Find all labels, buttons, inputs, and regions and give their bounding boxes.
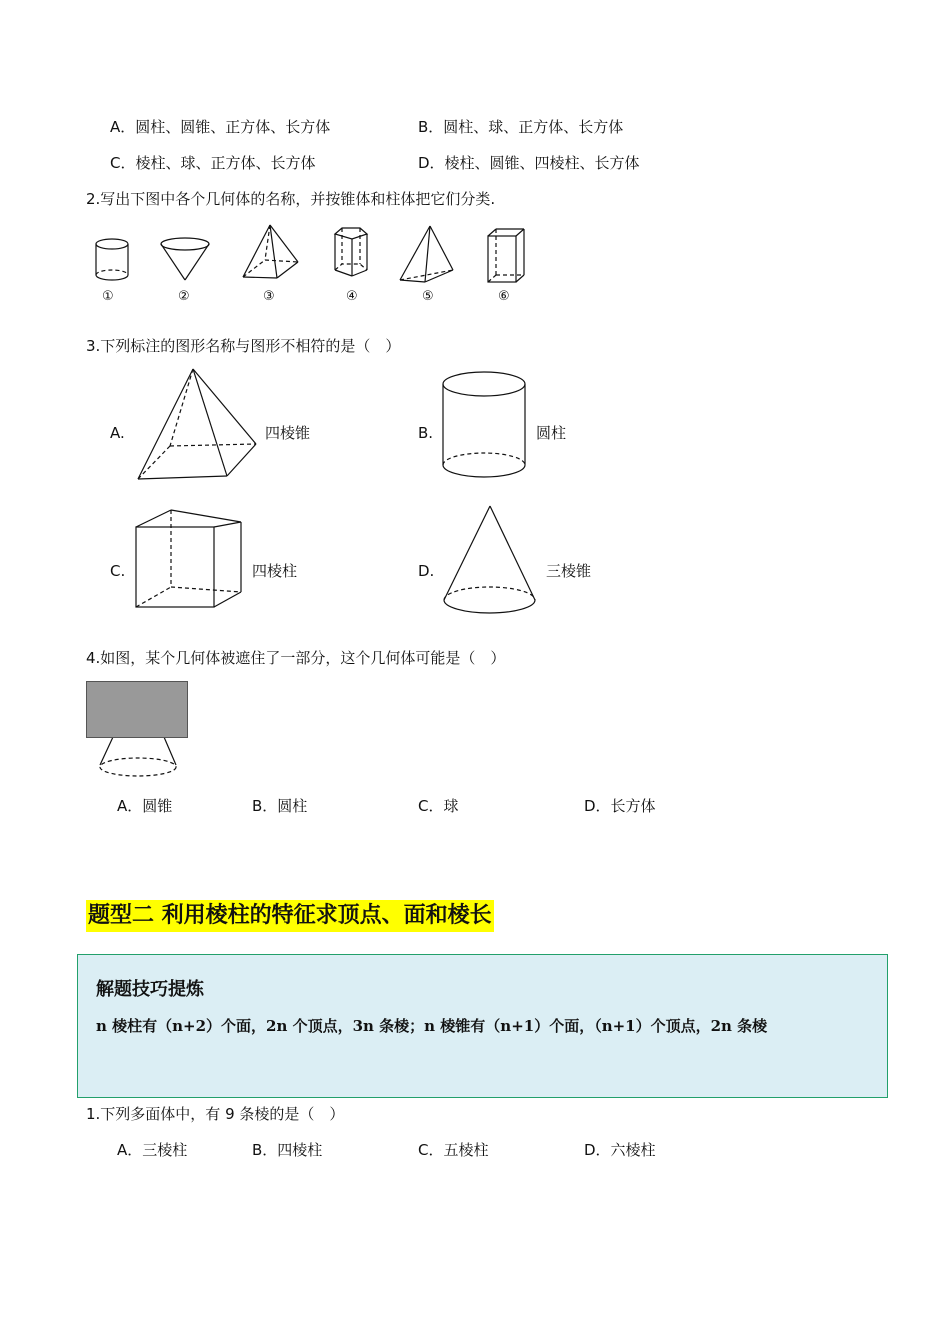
q3-option-a-letter: A. <box>110 424 125 442</box>
q3-cube-figure <box>133 507 245 611</box>
s2-q1-option-a: A．三棱柱 <box>117 1141 188 1159</box>
q4-option-d: D．长方体 <box>584 797 656 815</box>
q2-label-6: ⑥ <box>498 289 510 304</box>
q3-option-b-name: 圆柱 <box>536 424 567 442</box>
s2-q1-option-d: D．六棱柱 <box>584 1141 656 1159</box>
q1-option-a: A．圆柱、圆锥、正方体、长方体 <box>110 118 331 136</box>
rectangular-prism-figure <box>488 229 524 282</box>
q3-option-d-letter: D. <box>418 562 435 580</box>
q3-cone-figure <box>440 503 540 615</box>
s2-q1-option-c: C．五棱柱 <box>418 1141 489 1159</box>
cone-figure <box>161 238 209 280</box>
q4-cover-rectangle <box>86 681 188 738</box>
q3-option-d-name: 三棱锥 <box>546 562 592 580</box>
q3-pyramid-figure <box>130 362 270 487</box>
q3-option-c-name: 四棱柱 <box>252 562 298 580</box>
q2-question: 2.写出下图中各个几何体的名称，并按锥体和柱体把它们分类. <box>86 190 496 208</box>
q3-question: 3.下列标注的图形名称与图形不相符的是（ ） <box>86 337 401 355</box>
tip-title: 解题技巧提炼 <box>96 979 204 1000</box>
pentagonal-prism-figure <box>335 228 367 276</box>
q3-cylinder-figure <box>440 368 530 480</box>
s2-q1-question: 1.下列多面体中，有 9 条棱的是（ ） <box>86 1105 345 1123</box>
q3-option-c-letter: C. <box>110 562 126 580</box>
s2-q1-option-b: B．四棱柱 <box>252 1141 323 1159</box>
q4-option-b: B．圆柱 <box>252 797 308 815</box>
q4-option-a: A．圆锥 <box>117 797 173 815</box>
q3-option-b-letter: B. <box>418 424 434 442</box>
q2-solids-figure <box>80 220 540 310</box>
q4-option-c: C．球 <box>418 797 459 815</box>
q1-option-b: B．圆柱、球、正方体、长方体 <box>418 118 624 136</box>
section-heading: 题型二 利用棱柱的特征求顶点、面和棱长 <box>86 900 494 932</box>
triangular-pyramid-figure <box>400 226 453 282</box>
q2-label-3: ③ <box>263 289 275 304</box>
tip-text: n 棱柱有（n+2）个面，2n 个顶点，3n 条棱；n 棱锥有（n+1）个面，（n+1）个顶点，2n 条棱 <box>96 1017 768 1035</box>
q2-label-1: ① <box>102 289 114 304</box>
q2-label-5: ⑤ <box>422 289 434 304</box>
pyramid-figure <box>243 225 298 278</box>
cylinder-figure <box>96 239 128 280</box>
tip-box <box>77 954 888 1098</box>
q3-option-a-name: 四棱锥 <box>265 424 311 442</box>
q2-label-2: ② <box>178 289 190 304</box>
q4-question: 4.如图，某个几何体被遮住了一部分，这个几何体可能是（ ） <box>86 649 506 667</box>
q1-option-d: D．棱柱、圆锥、四棱柱、长方体 <box>418 154 640 172</box>
q2-label-4: ④ <box>346 289 358 304</box>
q1-option-c: C．棱柱、球、正方体、长方体 <box>110 154 316 172</box>
